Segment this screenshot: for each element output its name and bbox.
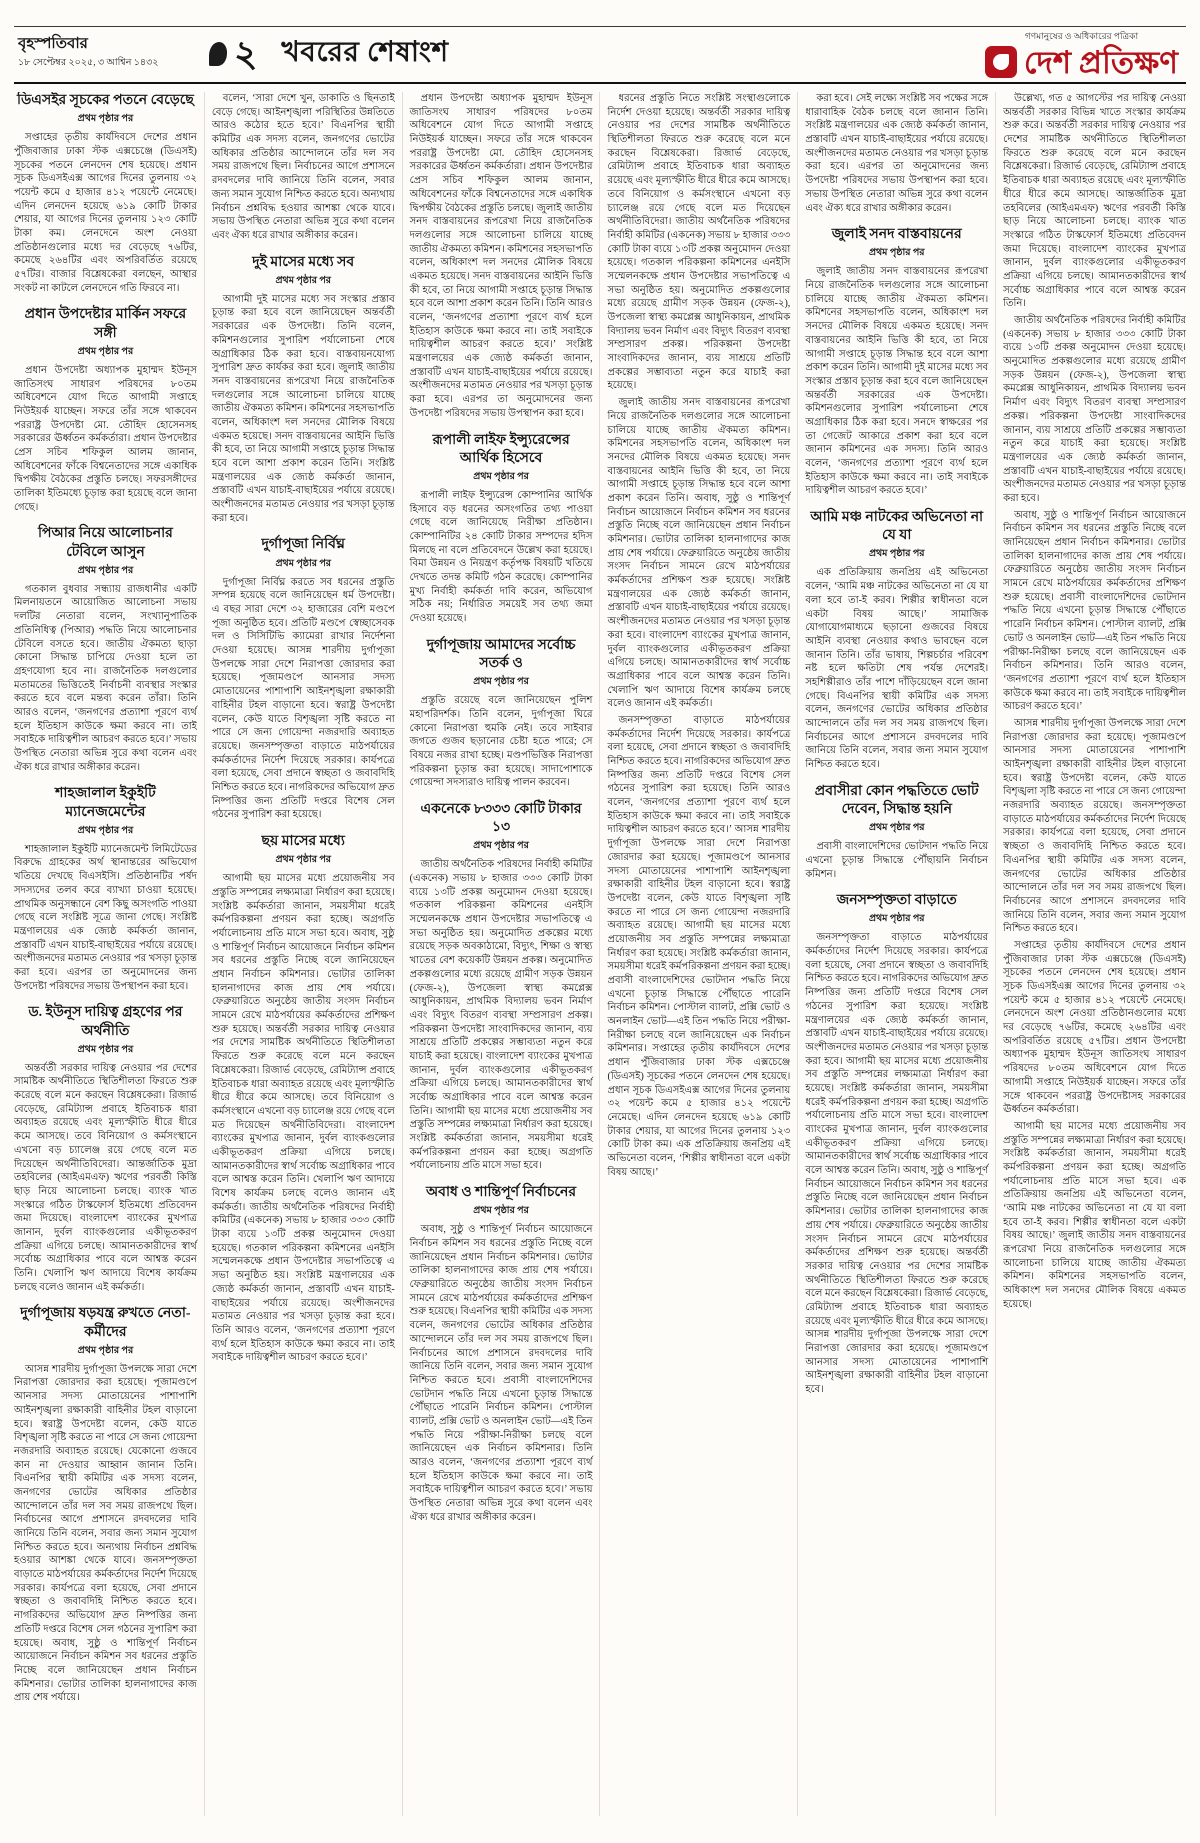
page-ornament-icon [209,42,227,66]
article-body: উল্লেখ্য, গত ৫ আগস্টের পর দায়িত্ব নেওয়া অন্তর্বর্তী সরকার বিভিন্ন খাতে সংস্কার কার্যক্রম শুরু করে। অন্তর্বর্তী সরকার দায়িত্ব নেওয়ার পর দেশের সামষ্টিক অর্থনীতিতে স্থিতিশীলতা ফিরতে শুরু করেছে বলে মনে করছেন বিশ্লেষকেরা। রিজার্ভ বেড়েছে, রেমিট্যান্স প্রবাহে ইতিবাচক ধারা অব্যাহত রয়েছে এবং মূল্যস্ফীতি ধীরে ধীরে কমে আসছে। আন্তর্জাতিক মুদ্রা তহবিলের (আইএমএফ) ঋণের পরবর্তী কিস্তি ছাড় নিয়ে আলোচনা চলছে। ব্যাংক খাত সংস্কারে গঠিত টাস্কফোর্স ইতিমধ্যে প্রতিবেদন জমা দিয়েছে। বাংলাদেশ ব্যাংকের মুখপাত্র জানান, দুর্বল ব্যাংকগুলোর একীভূতকরণ প্রক্রিয়া এগিয়ে চলছে। আমানতকারীদের স্বার্থ সর্বোচ্চ অগ্রাধিকার পাবে বলে আশ্বস্ত করেন তিনি। [1003,93,1186,310]
article-body: সপ্তাহের তৃতীয় কার্যদিবসে দেশের প্রধান পুঁজিবাজার ঢাকা স্টক এক্সচেঞ্জে (ডিএসই) সূচকের পতনে লেনদেন শেষ হয়েছে। প্রধান সূচক ডিএসইএক্স আগের দিনের তুলনায় ৩২ পয়েন্ট কমে ৫ হাজার ৪১২ পয়েন্টে নেমেছে। লেনদেনে অংশ নেওয়া প্রতিষ্ঠানগুলোর মধ্যে দর বেড়েছে ৭৬টির, কমেছে ২৬৪টির এবং অপরিবর্তিত রয়েছে ৫৭টির। প্রধান উপদেষ্টা অধ্যাপক মুহাম্মদ ইউনূস জাতিসংঘ সাধারণ পরিষদের ৮০তম অধিবেশনে যোগ দিতে আগামী সপ্তাহে নিউইয়র্ক যাচ্ছেন। সফরে তাঁর সঙ্গে থাকবেন পররাষ্ট্র উপদেষ্টাসহ সরকারের ঊর্ধ্বতন কর্মকর্তারা। [1003,939,1186,1116]
article-body: প্রস্তুতি রয়েছে বলে জানিয়েছেন পুলিশ মহাপরিদর্শক। তিনি বলেন, দুর্গাপূজা ঘিরে কোনো নিরাপত্তা হুমকি নেই। তবে সাইবার জগতে গুজব ছড়ানোর চেষ্টা হতে পারে; সে বিষয়ে নজর রাখা হচ্ছে। মণ্ডপভিত্তিক নিরাপত্তা পরিকল্পনা চূড়ান্ত করা হয়েছে। সাদাপোশাকে গোয়েন্দা সদস্যরাও দায়িত্ব পালন করবেন। [409,695,593,789]
page-number: ২ [234,33,258,74]
continued-from-label: প্রথম পৃষ্ঠার পর [77,114,134,125]
article-headline: পিআর নিয়ে আলোচনার টেবিলে আসুন [37,526,173,560]
article-headline: জুলাই সনদ বাস্তবায়নের [831,227,962,243]
article-headline: প্রধান উপদেষ্টার মার্কিন সফরে সঙ্গী [24,307,187,341]
article-headline: শাহজালাল ইকুইটি ম্যানেজমেন্টের [55,786,156,820]
article-body: অবাধ, সুষ্ঠু ও শান্তিপূর্ণ নির্বাচন আয়োজনে নির্বাচন কমিশন সব ধরনের প্রস্তুতি নিচ্ছে বলে জানিয়েছেন প্রধান নির্বাচন কমিশনার। ভোটার তালিকা হালনাগাদের কাজ প্রায় শেষ পর্যায়ে। ফেব্রুয়ারিতে অনুষ্ঠেয় জাতীয় সংসদ নির্বাচন সামনে রেখে মাঠপর্যায়ের কর্মকর্তাদের প্রশিক্ষণ শুরু হয়েছে। বিএনপির স্থায়ী কমিটির এক সদস্য বলেন, জনগণের ভোটের অধিকার প্রতিষ্ঠার আন্দোলনে তাঁর দল সব সময় রাজপথে ছিল। নির্বাচনের আগে প্রশাসনে রদবদলের দাবি জানিয়ে তিনি বলেন, সবার জন্য সমান সুযোগ নিশ্চিত করতে হবে। প্রবাসী বাংলাদেশিদের ভোটদান পদ্ধতি নিয়ে এখনো চূড়ান্ত সিদ্ধান্তে পৌঁছাতে পারেনি নির্বাচন কমিশন। পোস্টাল ব্যালট, প্রক্সি ভোট ও অনলাইন ভোট—এই তিন পদ্ধতি নিয়ে পরীক্ষা-নিরীক্ষা চলছে বলে জানিয়েছেন এক নির্বাচন কমিশনার। তিনি আরও বলেন, ‘জনগণের প্রত্যাশা পূরণে ব্যর্থ হলে ইতিহাস কাউকে ক্ষমা করবে না। তাই সবাইকে দায়িত্বশীল আচরণ করতে হবে।’ সভায় উপস্থিত নেতারা অভিন্ন সুরে কথা বলেন এবং ঐক্য ধরে রাখার অঙ্গীকার করেন। [409,1224,593,1523]
article-headline: দুর্গাপূজায় আমাদের সর্বোচ্চ সতর্ক ও [426,637,576,671]
article-headline: ছয় মাসের মধ্যে [261,834,345,849]
article-body: ধরনের প্রস্তুতি নিতে সংশ্লিষ্ট সংস্থাগুলোকে নির্দেশ দেওয়া হয়েছে। অন্তর্বর্তী সরকার দায়িত্ব নেওয়ার পর দেশের সামষ্টিক অর্থনীতিতে স্থিতিশীলতা ফিরতে শুরু করেছে বলে মনে করছেন বিশ্লেষকেরা। রিজার্ভ বেড়েছে, রেমিট্যান্স প্রবাহে ইতিবাচক ধারা অব্যাহত রয়েছে এবং মূল্যস্ফীতি ধীরে ধীরে কমে আসছে। তবে বিনিয়োগ ও কর্মসংস্থানে এখনো বড় চ্যালেঞ্জ রয়ে গেছে বলে মত দিয়েছেন অর্থনীতিবিদেরা। জাতীয় অর্থনৈতিক পরিষদের নির্বাহী কমিটির (একনেক) সভায় ৮ হাজার ৩৩৩ কোটি টাকা ব্যয়ে ১৩টি প্রকল্প অনুমোদন দেওয়া হয়েছে। গতকাল পরিকল্পনা কমিশনের এনইসি সম্মেলনকক্ষে প্রধান উপদেষ্টার সভাপতিত্বে এ সভা অনুষ্ঠিত হয়। অনুমোদিত প্রকল্পগুলোর মধ্যে রয়েছে গ্রামীণ সড়ক উন্নয়ন (ফেজ-২), উপজেলা স্বাস্থ্য কমপ্লেক্স আধুনিকায়ন, প্রাথমিক বিদ্যালয় ভবন নির্মাণ এবং বিদ্যুৎ বিতরণ ব্যবস্থা সম্প্রসারণ প্রকল্প। পরিকল্পনা উপদেষ্টা সাংবাদিকদের জানান, ব্যয় সাশ্রয়ে প্রতিটি প্রকল্পের সম্ভাব্যতা নতুন করে যাচাই করা হয়েছে। [607,93,791,392]
article-body: আসন্ন শারদীয় দুর্গাপূজা উপলক্ষে সারা দেশে নিরাপত্তা জোরদার করা হয়েছে। পূজামণ্ডপে আনসার সদস্য মোতায়েনের পাশাপাশি আইনশৃঙ্খলা রক্ষাকারী বাহিনীর টহল বাড়ানো হবে। স্বরাষ্ট্র উপদেষ্টা বলেন, কেউ যাতে বিশৃঙ্খলা সৃষ্টি করতে না পারে সে জন্য গোয়েন্দা নজরদারি অব্যাহত রয়েছে। যেকোনো গুজবে কান না দেওয়ার আহ্বান জানান তিনি। বিএনপির স্থায়ী কমিটির এক সদস্য বলেন, জনগণের ভোটের অধিকার প্রতিষ্ঠার আন্দোলনে তাঁর দল সব সময় রাজপথে ছিল। নির্বাচনের আগে প্রশাসনে রদবদলের দাবি জানিয়ে তিনি বলেন, সবার জন্য সমান সুযোগ নিশ্চিত করতে হবে। অন্যথায় নির্বাচন প্রশ্নবিদ্ধ হওয়ার আশঙ্কা থেকে যাবে। জনসম্পৃক্ততা বাড়াতে মাঠপর্যায়ের কর্মকর্তাদের নির্দেশ দিয়েছে সরকার। কার্যপত্রে বলা হয়েছে, সেবা প্রদানে স্বচ্ছতা ও জবাবদিহি নিশ্চিত করতে হবে। নাগরিকদের অভিযোগ দ্রুত নিষ্পত্তির জন্য প্রতিটি দপ্তরে বিশেষ সেল গঠনের সুপারিশ করা হয়েছে। অবাধ, সুষ্ঠু ও শান্তিপূর্ণ নির্বাচন আয়োজনে নির্বাচন কমিশন সব ধরনের প্রস্তুতি নিচ্ছে বলে জানিয়েছেন প্রধান নির্বাচন কমিশনার। ভোটার তালিকা হালনাগাদের কাজ প্রায় শেষ পর্যায়ে। [14,1363,197,1704]
continued-from-label: প্রথম পৃষ্ঠার পর [868,823,925,834]
article-headline: একনেকে ৮৩৩৩ কোটি টাকার ১৩ [420,801,582,836]
weekday-label: বৃহস্পতিবার [18,36,88,53]
article-headline: ডিএসইর সূচকের পতনে বেড়েছে [17,93,194,108]
article-body: জনসম্পৃক্ততা বাড়াতে মাঠপর্যায়ের কর্মকর্তাদের নির্দেশ দিয়েছে সরকার। কার্যপত্রে বলা হয়েছে, সেবা প্রদানে স্বচ্ছতা ও জবাবদিহি নিশ্চিত করতে হবে। নাগরিকদের অভিযোগ দ্রুত নিষ্পত্তির জন্য প্রতিটি দপ্তরে বিশেষ সেল গঠনের সুপারিশ করা হয়েছে। তিনি আরও বলেন, ‘জনগণের প্রত্যাশা পূরণে ব্যর্থ হলে ইতিহাস কাউকে ক্ষমা করবে না। তাই সবাইকে দায়িত্বশীল আচরণ করতে হবে।’ আসন্ন শারদীয় দুর্গাপূজা উপলক্ষে সারা দেশে নিরাপত্তা জোরদার করা হয়েছে। পূজামণ্ডপে আনসার সদস্য মোতায়েনের পাশাপাশি আইনশৃঙ্খলা রক্ষাকারী বাহিনীর টহল বাড়ানো হবে। স্বরাষ্ট্র উপদেষ্টা বলেন, কেউ যাতে বিশৃঙ্খলা সৃষ্টি করতে না পারে সে জন্য গোয়েন্দা নজরদারি অব্যাহত রয়েছে। আগামী ছয় মাসের মধ্যে প্রয়োজনীয় সব প্রস্তুতি সম্পন্নের লক্ষ্যমাত্রা নির্ধারণ করা হয়েছে। সংশ্লিষ্ট কর্মকর্তারা জানান, সময়সীমা ধরেই কর্মপরিকল্পনা প্রণয়ন করা হচ্ছে। প্রবাসী বাংলাদেশিদের ভোটদান পদ্ধতি নিয়ে এখনো চূড়ান্ত সিদ্ধান্তে পৌঁছাতে পারেনি নির্বাচন কমিশন। পোস্টাল ব্যালট, প্রক্সি ভোট ও অনলাইন ভোট—এই তিন পদ্ধতি নিয়ে পরীক্ষা-নিরীক্ষা চলছে বলে জানিয়েছেন এক নির্বাচন কমিশনার। সপ্তাহের তৃতীয় কার্যদিবসে দেশের প্রধান পুঁজিবাজার ঢাকা স্টক এক্সচেঞ্জে (ডিএসই) সূচকের পতনে লেনদেন শেষ হয়েছে। প্রধান সূচক ডিএসইএক্স আগের দিনের তুলনায় ৩২ পয়েন্ট কমে ৫ হাজার ৪১২ পয়েন্টে নেমেছে। এদিন লেনদেন হয়েছে ৬১৯ কোটি টাকার শেয়ার, যা আগের দিনের তুলনায় ১২৩ কোটি টাকা কম। এক প্রতিক্রিয়ায় জনপ্রিয় এই অভিনেতা বলেন, ‘শিল্পীর স্বাধীনতা বলে একটা বিষয় আছে।’ [607,714,791,1178]
continued-from-label: প্রথম পৃষ্ঠার পর [473,677,529,688]
masthead [14,26,1186,84]
paper-logo-row [985,46,1178,78]
article-body: অবাধ, সুষ্ঠু ও শান্তিপূর্ণ নির্বাচন আয়োজনে নির্বাচন কমিশন সব ধরনের প্রস্তুতি নিচ্ছে বলে জানিয়েছেন প্রধান নির্বাচন কমিশনার। ভোটার তালিকা হালনাগাদের কাজ প্রায় শেষ পর্যায়ে। ফেব্রুয়ারিতে অনুষ্ঠেয় জাতীয় সংসদ নির্বাচন সামনে রেখে মাঠপর্যায়ের কর্মকর্তাদের প্রশিক্ষণ শুরু হয়েছে। প্রবাসী বাংলাদেশিদের ভোটদান পদ্ধতি নিয়ে এখনো চূড়ান্ত সিদ্ধান্তে পৌঁছাতে পারেনি নির্বাচন কমিশন। পোস্টাল ব্যালট, প্রক্সি ভোট ও অনলাইন ভোট—এই তিন পদ্ধতি নিয়ে পরীক্ষা-নিরীক্ষা চলছে বলে জানিয়েছেন এক নির্বাচন কমিশনার। তিনি আরও বলেন, ‘জনগণের প্রত্যাশা পূরণে ব্যর্থ হলে ইতিহাস কাউকে ক্ষমা করবে না। তাই সবাইকে দায়িত্বশীল আচরণ করতে হবে।’ [1003,509,1186,713]
continued-from-label: প্রথম পৃষ্ঠার পর [77,825,134,836]
article-body: বলেন, ‘সারা দেশে খুন, ডাকাতি ও ছিনতাই বেড়ে গেছে। আইনশৃঙ্খলা পরিস্থিতির উন্নতিতে আরও কঠোর হতে হবে।’ বিএনপির স্থায়ী কমিটির এক সদস্য বলেন, জনগণের ভোটের অধিকার প্রতিষ্ঠার আন্দোলনে তাঁর দল সব সময় রাজপথে ছিল। নির্বাচনের আগে প্রশাসনে রদবদলের দাবি জানিয়ে তিনি বলেন, সবার জন্য সমান সুযোগ নিশ্চিত করতে হবে। অন্যথায় নির্বাচন প্রশ্নবিদ্ধ হওয়ার আশঙ্কা থেকে যাবে। সভায় উপস্থিত নেতারা অভিন্ন সুরে কথা বলেন এবং ঐক্য ধরে রাখার অঙ্গীকার করেন। [211,93,395,241]
date-block [18,36,193,71]
paper-tagline: গণমানুষের ও অধিকারের পত্রিকা [1024,31,1139,41]
article-headline: প্রবাসীরা কোন পদ্ধতিতে ভোট দেবেন, সিদ্ধান্ত হয়নি [814,783,979,817]
article-body: আগামী ছয় মাসের মধ্যে প্রয়োজনীয় সব প্রস্তুতি সম্পন্নের লক্ষ্যমাত্রা নির্ধারণ করা হয়েছে। সংশ্লিষ্ট কর্মকর্তারা জানান, সময়সীমা ধরেই কর্মপরিকল্পনা প্রণয়ন করা হচ্ছে। অগ্রগতি পর্যালোচনায় প্রতি মাসে সভা হবে। এক প্রতিক্রিয়ায় জনপ্রিয় এই অভিনেতা বলেন, ‘আমি মঞ্চ নাটকের অভিনেতা না যে যা বলা হবে তা-ই করব। শিল্পীর স্বাধীনতা বলে একটা বিষয় আছে।’ জুলাই জাতীয় সনদ বাস্তবায়নের রূপরেখা নিয়ে রাজনৈতিক দলগুলোর সঙ্গে আলোচনা চালিয়ে যাচ্ছে জাতীয় ঐকমত্য কমিশন। কমিশনের সহসভাপতি বলেন, অধিকাংশ দল সনদের মৌলিক বিষয়ে একমত হয়েছে। [1003,1120,1186,1310]
article-body: আগামী দুই মাসের মধ্যে সব সংস্কার প্রস্তাব চূড়ান্ত করা হবে বলে জানিয়েছেন অন্তর্বর্তী সরকারের এক উপদেষ্টা। তিনি বলেন, কমিশনগুলোর সুপারিশ পর্যালোচনা শেষে অগ্রাধিকার ঠিক করা হবে। বাস্তবায়নযোগ্য সুপারিশ দ্রুত কার্যকর করা হবে। জুলাই জাতীয় সনদ বাস্তবায়নের রূপরেখা নিয়ে রাজনৈতিক দলগুলোর সঙ্গে আলোচনা চালিয়ে যাচ্ছে জাতীয় ঐকমত্য কমিশন। কমিশনের সহসভাপতি বলেন, অধিকাংশ দল সনদের মৌলিক বিষয়ে একমত হয়েছে। সনদ বাস্তবায়নের আইনি ভিত্তি কী হবে, তা নিয়ে আগামী সপ্তাহে চূড়ান্ত সিদ্ধান্ত হবে বলে আশা প্রকাশ করেন তিনি। সংশ্লিষ্ট মন্ত্রণালয়ের এক জ্যেষ্ঠ কর্মকর্তা জানান, প্রস্তাবটি এখন যাচাই-বাছাইয়ের পর্যায়ে রয়েছে। অংশীজনদের মতামত নেওয়ার পর খসড়া চূড়ান্ত করা হবে। [211,293,395,524]
article-headline: অবাধ ও শান্তিপূর্ণ নির্বাচনের [426,1185,577,1201]
article-body: আসন্ন শারদীয় দুর্গাপূজা উপলক্ষে সারা দেশে নিরাপত্তা জোরদার করা হয়েছে। পূজামণ্ডপে আনসার সদস্য মোতায়েনের পাশাপাশি আইনশৃঙ্খলা রক্ষাকারী বাহিনীর টহল বাড়ানো হবে। স্বরাষ্ট্র উপদেষ্টা বলেন, কেউ যাতে বিশৃঙ্খলা সৃষ্টি করতে না পারে সে জন্য গোয়েন্দা নজরদারি অব্যাহত রয়েছে। জনসম্পৃক্ততা বাড়াতে মাঠপর্যায়ের কর্মকর্তাদের নির্দেশ দিয়েছে সরকার। কার্যপত্রে বলা হয়েছে, সেবা প্রদানে স্বচ্ছতা ও জবাবদিহি নিশ্চিত করতে হবে। বিএনপির স্থায়ী কমিটির এক সদস্য বলেন, জনগণের ভোটের অধিকার প্রতিষ্ঠার আন্দোলনে তাঁর দল সব সময় রাজপথে ছিল। নির্বাচনের আগে প্রশাসনে রদবদলের দাবি জানিয়ে তিনি বলেন, সবার জন্য সমান সুযোগ নিশ্চিত করতে হবে। [1003,717,1186,935]
continued-from-label: প্রথম পৃষ্ঠার পর [868,549,925,560]
article-body: করা হবে। সেই লক্ষ্যে সংশ্লিষ্ট সব পক্ষের সঙ্গে ধারাবাহিক বৈঠক চলছে বলে জানান তিনি। সংশ্লিষ্ট মন্ত্রণালয়ের এক জ্যেষ্ঠ কর্মকর্তা জানান, প্রস্তাবটি এখন যাচাই-বাছাইয়ের পর্যায়ে রয়েছে। অংশীজনদের মতামত নেওয়ার পর খসড়া চূড়ান্ত করা হবে। এরপর তা অনুমোদনের জন্য উপদেষ্টা পরিষদের সভায় উপস্থাপন করা হবে। সভায় উপস্থিত নেতারা অভিন্ন সুরে কথা বলেন এবং ঐক্য ধরে রাখার অঙ্গীকার করেন। [805,93,989,214]
columns [14,92,1186,1816]
continued-from-label: প্রথম পৃষ্ঠার পর [77,346,134,357]
page-number-block [209,33,258,74]
article-headline: আমি মঞ্চ নাটকের অভিনেতা না যে যা [810,510,984,544]
article-body: রূপালী লাইফ ইন্স্যুরেন্স কোম্পানির আর্থিক হিসাবে বড় ধরনের অসংগতির তথ্য পাওয়া গেছে বলে জানিয়েছে নিরীক্ষা প্রতিষ্ঠান। কোম্পানিটির ২৪ কোটি টাকার সম্পদের হদিস মিলছে না বলে প্রতিবেদনে উল্লেখ করা হয়েছে। বিমা উন্নয়ন ও নিয়ন্ত্রণ কর্তৃপক্ষ বিষয়টি খতিয়ে দেখতে তদন্ত কমিটি গঠন করেছে। কোম্পানির মুখ্য নির্বাহী কর্মকর্তা দাবি করেন, অভিযোগ সঠিক নয়; নির্ধারিত সময়েই সব তথ্য জমা দেওয়া হয়েছে। [409,489,593,625]
article-body: প্রধান উপদেষ্টা অধ্যাপক মুহাম্মদ ইউনূস জাতিসংঘ সাধারণ পরিষদের ৮০তম অধিবেশনে যোগ দিতে আগামী সপ্তাহে নিউইয়র্ক যাচ্ছেন। সফরে তাঁর সঙ্গে থাকবেন পররাষ্ট্র উপদেষ্টা মো. তৌহিদ হোসেনসহ সরকারের ঊর্ধ্বতন কর্মকর্তারা। প্রধান উপদেষ্টার প্রেস সচিব শফিকুল আলম জানান, অধিবেশনের ফাঁকে বিশ্বনেতাদের সঙ্গে একাধিক দ্বিপক্ষীয় বৈঠকের প্রস্তুতি চলছে। জুলাই জাতীয় সনদ বাস্তবায়নের রূপরেখা নিয়ে রাজনৈতিক দলগুলোর সঙ্গে আলোচনা চালিয়ে যাচ্ছে জাতীয় ঐকমত্য কমিশন। কমিশনের সহসভাপতি বলেন, অধিকাংশ দল সনদের মৌলিক বিষয়ে একমত হয়েছে। সনদ বাস্তবায়নের আইনি ভিত্তি কী হবে, তা নিয়ে আগামী সপ্তাহে চূড়ান্ত সিদ্ধান্ত হবে বলে আশা প্রকাশ করেন তিনি। তিনি আরও বলেন, ‘জনগণের প্রত্যাশা পূরণে ব্যর্থ হলে ইতিহাস কাউকে ক্ষমা করবে না। তাই সবাইকে দায়িত্বশীল আচরণ করতে হবে।’ সংশ্লিষ্ট মন্ত্রণালয়ের এক জ্যেষ্ঠ কর্মকর্তা জানান, প্রস্তাবটি এখন যাচাই-বাছাইয়ের পর্যায়ে রয়েছে। অংশীজনদের মতামত নেওয়ার পর খসড়া চূড়ান্ত করা হবে। এরপর তা অনুমোদনের জন্য উপদেষ্টা পরিষদের সভায় উপস্থাপন করা হবে। [409,93,593,419]
article-headline: জনসম্পৃক্ততা বাড়াতে [836,893,957,909]
continued-from-label: প্রথম পৃষ্ঠার পর [275,855,332,866]
article-headline: দুর্গাপূজা নির্বিঘ্ন [261,537,345,553]
article-body: জনসম্পৃক্ততা বাড়াতে মাঠপর্যায়ের কর্মকর্তাদের নির্দেশ দিয়েছে সরকার। কার্যপত্রে বলা হয়েছে, সেবা প্রদানে স্বচ্ছতা ও জবাবদিহি নিশ্চিত করতে হবে। নাগরিকদের অভিযোগ দ্রুত নিষ্পত্তির জন্য প্রতিটি দপ্তরে বিশেষ সেল গঠনের সুপারিশ করা হয়েছে। সংশ্লিষ্ট মন্ত্রণালয়ের এক জ্যেষ্ঠ কর্মকর্তা জানান, প্রস্তাবটি এখন যাচাই-বাছাইয়ের পর্যায়ে রয়েছে। অংশীজনদের মতামত নেওয়ার পর খসড়া চূড়ান্ত করা হবে। আগামী ছয় মাসের মধ্যে প্রয়োজনীয় সব প্রস্তুতি সম্পন্নের লক্ষ্যমাত্রা নির্ধারণ করা হয়েছে। সংশ্লিষ্ট কর্মকর্তারা জানান, সময়সীমা ধরেই কর্মপরিকল্পনা প্রণয়ন করা হচ্ছে। অগ্রগতি পর্যালোচনায় প্রতি মাসে সভা হবে। বাংলাদেশ ব্যাংকের মুখপাত্র জানান, দুর্বল ব্যাংকগুলোর একীভূতকরণ প্রক্রিয়া এগিয়ে চলছে। আমানতকারীদের স্বার্থ সর্বোচ্চ অগ্রাধিকার পাবে বলে আশ্বস্ত করেন তিনি। অবাধ, সুষ্ঠু ও শান্তিপূর্ণ নির্বাচন আয়োজনে নির্বাচন কমিশন সব ধরনের প্রস্তুতি নিচ্ছে বলে জানিয়েছেন প্রধান নির্বাচন কমিশনার। ভোটার তালিকা হালনাগাদের কাজ প্রায় শেষ পর্যায়ে। ফেব্রুয়ারিতে অনুষ্ঠেয় জাতীয় সংসদ নির্বাচন সামনে রেখে মাঠপর্যায়ের কর্মকর্তাদের প্রশিক্ষণ শুরু হয়েছে। অন্তর্বর্তী সরকার দায়িত্ব নেওয়ার পর দেশের সামষ্টিক অর্থনীতিতে স্থিতিশীলতা ফিরতে শুরু করেছে বলে মনে করছেন বিশ্লেষকেরা। রিজার্ভ বেড়েছে, রেমিট্যান্স প্রবাহে ইতিবাচক ধারা অব্যাহত রয়েছে এবং মূল্যস্ফীতি ধীরে ধীরে কমে আসছে। আসন্ন শারদীয় দুর্গাপূজা উপলক্ষে সারা দেশে নিরাপত্তা জোরদার করা হয়েছে। পূজামণ্ডপে আনসার সদস্য মোতায়েনের পাশাপাশি আইনশৃঙ্খলা রক্ষাকারী বাহিনীর টহল বাড়ানো হবে। [805,932,989,1396]
article-body: জাতীয় অর্থনৈতিক পরিষদের নির্বাহী কমিটির (একনেক) সভায় ৮ হাজার ৩৩৩ কোটি টাকা ব্যয়ে ১৩টি প্রকল্প অনুমোদন দেওয়া হয়েছে। অনুমোদিত প্রকল্পগুলোর মধ্যে রয়েছে গ্রামীণ সড়ক উন্নয়ন (ফেজ-২), উপজেলা স্বাস্থ্য কমপ্লেক্স আধুনিকায়ন, প্রাথমিক বিদ্যালয় ভবন নির্মাণ এবং বিদ্যুৎ বিতরণ ব্যবস্থা সম্প্রসারণ প্রকল্প। পরিকল্পনা উপদেষ্টা সাংবাদিকদের জানান, ব্যয় সাশ্রয়ে প্রতিটি প্রকল্পের সম্ভাব্যতা নতুন করে যাচাই করা হয়েছে। সংশ্লিষ্ট মন্ত্রণালয়ের এক জ্যেষ্ঠ কর্মকর্তা জানান, প্রস্তাবটি এখন যাচাই-বাছাইয়ের পর্যায়ে রয়েছে। অংশীজনদের মতামত নেওয়ার পর খসড়া চূড়ান্ত করা হবে। [1003,315,1186,504]
continued-from-label: প্রথম পৃষ্ঠার পর [77,565,134,576]
column-2 [204,92,402,1816]
article-body: আগামী ছয় মাসের মধ্যে প্রয়োজনীয় সব প্রস্তুতি সম্পন্নের লক্ষ্যমাত্রা নির্ধারণ করা হয়েছে। সংশ্লিষ্ট কর্মকর্তারা জানান, সময়সীমা ধরেই কর্মপরিকল্পনা প্রণয়ন করা হচ্ছে। অগ্রগতি পর্যালোচনায় প্রতি মাসে সভা হবে। অবাধ, সুষ্ঠু ও শান্তিপূর্ণ নির্বাচন আয়োজনে নির্বাচন কমিশন সব ধরনের প্রস্তুতি নিচ্ছে বলে জানিয়েছেন প্রধান নির্বাচন কমিশনার। ভোটার তালিকা হালনাগাদের কাজ প্রায় শেষ পর্যায়ে। ফেব্রুয়ারিতে অনুষ্ঠেয় জাতীয় সংসদ নির্বাচন সামনে রেখে মাঠপর্যায়ের কর্মকর্তাদের প্রশিক্ষণ শুরু হয়েছে। অন্তর্বর্তী সরকার দায়িত্ব নেওয়ার পর দেশের সামষ্টিক অর্থনীতিতে স্থিতিশীলতা ফিরতে শুরু করেছে বলে মনে করছেন বিশ্লেষকেরা। রিজার্ভ বেড়েছে, রেমিট্যান্স প্রবাহে ইতিবাচক ধারা অব্যাহত রয়েছে এবং মূল্যস্ফীতি ধীরে ধীরে কমে আসছে। তবে বিনিয়োগ ও কর্মসংস্থানে এখনো বড় চ্যালেঞ্জ রয়ে গেছে বলে মত দিয়েছেন অর্থনীতিবিদেরা। বাংলাদেশ ব্যাংকের মুখপাত্র জানান, দুর্বল ব্যাংকগুলোর একীভূতকরণ প্রক্রিয়া এগিয়ে চলছে। আমানতকারীদের স্বার্থ সর্বোচ্চ অগ্রাধিকার পাবে বলে আশ্বস্ত করেন তিনি। খেলাপি ঋণ আদায়ে বিশেষ কার্যক্রম চলছে বলেও জানান এই কর্মকর্তা। জাতীয় অর্থনৈতিক পরিষদের নির্বাহী কমিটির (একনেক) সভায় ৮ হাজার ৩৩৩ কোটি টাকা ব্যয়ে ১৩টি প্রকল্প অনুমোদন দেওয়া হয়েছে। গতকাল পরিকল্পনা কমিশনের এনইসি সম্মেলনকক্ষে প্রধান উপদেষ্টার সভাপতিত্বে এ সভা অনুষ্ঠিত হয়। সংশ্লিষ্ট মন্ত্রণালয়ের এক জ্যেষ্ঠ কর্মকর্তা জানান, প্রস্তাবটি এখন যাচাই-বাছাইয়ের পর্যায়ে রয়েছে। অংশীজনদের মতামত নেওয়ার পর খসড়া চূড়ান্ত করা হবে। তিনি আরও বলেন, ‘জনগণের প্রত্যাশা পূরণে ব্যর্থ হলে ইতিহাস কাউকে ক্ষমা করবে না। তাই সবাইকে দায়িত্বশীল আচরণ করতে হবে।’ [211,873,395,1364]
continued-from-label: প্রথম পৃষ্ঠার পর [275,558,332,569]
continued-from-label: প্রথম পৃষ্ঠার পর [77,1044,134,1055]
section-title: খবরের শেষাংশ [281,37,449,68]
date-line: ১৮ সেপ্টেম্বর ২০২৫, ৩ আশ্বিন ১৪৩২ [18,57,159,68]
column-1 [14,92,204,1816]
article-body: এক প্রতিক্রিয়ায় জনপ্রিয় এই অভিনেতা বলেন, ‘আমি মঞ্চ নাটকের অভিনেতা না যে যা বলা হবে তা-ই করব। শিল্পীর স্বাধীনতা বলে একটা বিষয় আছে।’ সামাজিক যোগাযোগমাধ্যমে ছড়ানো গুজবের বিষয়ে আইনি ব্যবস্থা নেওয়ার কথাও ভাবছেন বলে জানান তিনি। তাঁর ভাষায়, শিল্পচর্চার পরিবেশ নষ্ট হলে ক্ষতিটা শেষ পর্যন্ত দেশেরই। সহশিল্পীরাও তাঁর পাশে দাঁড়িয়েছেন বলে জানা গেছে। বিএনপির স্থায়ী কমিটির এক সদস্য বলেন, জনগণের ভোটের অধিকার প্রতিষ্ঠার আন্দোলনে তাঁর দল সব সময় রাজপথে ছিল। নির্বাচনের আগে প্রশাসনে রদবদলের দাবি জানিয়ে তিনি বলেন, সবার জন্য সমান সুযোগ নিশ্চিত করতে হবে। [805,567,989,771]
article-body: জাতীয় অর্থনৈতিক পরিষদের নির্বাহী কমিটির (একনেক) সভায় ৮ হাজার ৩৩৩ কোটি টাকা ব্যয়ে ১৩টি প্রকল্প অনুমোদন দেওয়া হয়েছে। গতকাল পরিকল্পনা কমিশনের এনইসি সম্মেলনকক্ষে প্রধান উপদেষ্টার সভাপতিত্বে এ সভা অনুষ্ঠিত হয়। অনুমোদিত প্রকল্পের মধ্যে রয়েছে সড়ক অবকাঠামো, বিদ্যুৎ, শিক্ষা ও স্বাস্থ্য খাতের বেশ কয়েকটি উন্নয়ন প্রকল্প। অনুমোদিত প্রকল্পগুলোর মধ্যে রয়েছে গ্রামীণ সড়ক উন্নয়ন (ফেজ-২), উপজেলা স্বাস্থ্য কমপ্লেক্স আধুনিকায়ন, প্রাথমিক বিদ্যালয় ভবন নির্মাণ এবং বিদ্যুৎ বিতরণ ব্যবস্থা সম্প্রসারণ প্রকল্প। পরিকল্পনা উপদেষ্টা সাংবাদিকদের জানান, ব্যয় সাশ্রয়ে প্রতিটি প্রকল্পের সম্ভাব্যতা নতুন করে যাচাই করা হয়েছে। বাংলাদেশ ব্যাংকের মুখপাত্র জানান, দুর্বল ব্যাংকগুলোর একীভূতকরণ প্রক্রিয়া এগিয়ে চলছে। আমানতকারীদের স্বার্থ সর্বোচ্চ অগ্রাধিকার পাবে বলে আশ্বস্ত করেন তিনি। আগামী ছয় মাসের মধ্যে প্রয়োজনীয় সব প্রস্তুতি সম্পন্নের লক্ষ্যমাত্রা নির্ধারণ করা হয়েছে। সংশ্লিষ্ট কর্মকর্তারা জানান, সময়সীমা ধরেই কর্মপরিকল্পনা প্রণয়ন করা হচ্ছে। অগ্রগতি পর্যালোচনায় প্রতি মাসে সভা হবে। [409,859,593,1172]
article-body: প্রধান উপদেষ্টা অধ্যাপক মুহাম্মদ ইউনূস জাতিসংঘ সাধারণ পরিষদের ৮০তম অধিবেশনে যোগ দিতে আগামী সপ্তাহে নিউইয়র্ক যাচ্ছেন। সফরে তাঁর সঙ্গে থাকবেন পররাষ্ট্র উপদেষ্টা মো. তৌহিদ হোসেনসহ সরকারের ঊর্ধ্বতন কর্মকর্তারা। প্রধান উপদেষ্টার প্রেস সচিব শফিকুল আলম জানান, অধিবেশনের ফাঁকে বিশ্বনেতাদের সঙ্গে একাধিক দ্বিপক্ষীয় বৈঠকের প্রস্তুতি চলছে। সফরসঙ্গীদের তালিকা ইতিমধ্যে চূড়ান্ত করা হয়েছে বলে জানা গেছে। [14,364,197,513]
continued-from-label: প্রথম পৃষ্ঠার পর [275,275,332,286]
article-headline: দুর্গাপূজায় ষড়যন্ত্র রুখতে নেতা-কর্মীদের [20,1306,191,1340]
continued-from-label: প্রথম পৃষ্ঠার পর [868,914,925,925]
continued-from-label: প্রথম পৃষ্ঠার পর [868,248,925,259]
article-body: জুলাই জাতীয় সনদ বাস্তবায়নের রূপরেখা নিয়ে রাজনৈতিক দলগুলোর সঙ্গে আলোচনা চালিয়ে যাচ্ছে জাতীয় ঐকমত্য কমিশন। কমিশনের সহসভাপতি বলেন, অধিকাংশ দল সনদের মৌলিক বিষয়ে একমত হয়েছে। সনদ বাস্তবায়নের আইনি ভিত্তি কী হবে, তা নিয়ে আগামী সপ্তাহে চূড়ান্ত সিদ্ধান্ত হবে বলে আশা প্রকাশ করেন তিনি। আগামী দুই মাসের মধ্যে সব সংস্কার প্রস্তাব চূড়ান্ত করা হবে বলে জানিয়েছেন অন্তর্বর্তী সরকারের এক উপদেষ্টা। কমিশনগুলোর সুপারিশ পর্যালোচনা শেষে অগ্রাধিকার ঠিক করা হবে। সনদে স্বাক্ষরের পর তা গেজেট আকারে প্রকাশ করা হবে বলে জানান কমিশনের এক সদস্য। তিনি আরও বলেন, ‘জনগণের প্রত্যাশা পূরণে ব্যর্থ হলে ইতিহাস কাউকে ক্ষমা করবে না। তাই সবাইকে দায়িত্বশীল আচরণ করতে হবে।’ [805,266,989,497]
article-body: শাহজালাল ইকুইটি ম্যানেজমেন্ট লিমিটেডের বিরুদ্ধে গ্রাহকের অর্থ স্থানান্তরের অভিযোগ খতিয়ে দেখছে বিএসইসি। প্রতিষ্ঠানটির পর্ষদ সদস্যদের তলব করে ব্যাখ্যা চাওয়া হয়েছে। প্রাথমিক অনুসন্ধানে বেশ কিছু অসংগতি পাওয়া গেছে বলে সংশ্লিষ্ট সূত্রে জানা গেছে। সংশ্লিষ্ট মন্ত্রণালয়ের এক জ্যেষ্ঠ কর্মকর্তা জানান, প্রস্তাবটি এখন যাচাই-বাছাইয়ের পর্যায়ে রয়েছে। অংশীজনদের মতামত নেওয়ার পর খসড়া চূড়ান্ত করা হবে। এরপর তা অনুমোদনের জন্য উপদেষ্টা পরিষদের সভায় উপস্থাপন করা হবে। [14,843,197,992]
article-body: গতকাল বুধবার সন্ধ্যায় রাজধানীর একটি মিলনায়তনে আয়োজিত আলোচনা সভায় দলটির নেতারা বলেন, সংখ্যানুপাতিক প্রতিনিধিত্ব (পিআর) পদ্ধতি নিয়ে আলোচনার টেবিলে বসতে হবে। জাতীয় ঐকমত্য ছাড়া কোনো সিদ্ধান্ত চাপিয়ে দেওয়া হলে তা গ্রহণযোগ্য হবে না। রাজনৈতিক দলগুলোর মতামতের ভিত্তিতেই নির্বাচনী ব্যবস্থার সংস্কার করতে হবে বলে মন্তব্য করেন তাঁরা। তিনি আরও বলেন, ‘জনগণের প্রত্যাশা পূরণে ব্যর্থ হলে ইতিহাস কাউকে ক্ষমা করবে না। তাই সবাইকে দায়িত্বশীল আচরণ করতে হবে।’ সভায় উপস্থিত নেতারা অভিন্ন সুরে কথা বলেন এবং ঐক্য ধরে রাখার অঙ্গীকার করেন। [14,583,197,773]
article-headline: রূপালী লাইফ ইন্স্যুরেন্সের আর্থিক হিসেবে [432,432,570,466]
paper-emblem-icon [985,46,1017,78]
article-body: দুর্গাপূজা নির্বিঘ্ন করতে সব ধরনের প্রস্তুতি সম্পন্ন হয়েছে বলে জানিয়েছেন ধর্ম উপদেষ্টা। এ বছর সারা দেশে ৩২ হাজারের বেশি মণ্ডপে পূজা অনুষ্ঠিত হবে। প্রতিটি মণ্ডপে স্বেচ্ছাসেবক দল ও সিসিটিভি ক্যামেরা রাখার নির্দেশনা দেওয়া হয়েছে। আসন্ন শারদীয় দুর্গাপূজা উপলক্ষে সারা দেশে নিরাপত্তা জোরদার করা হয়েছে। পূজামণ্ডপে আনসার সদস্য মোতায়েনের পাশাপাশি আইনশৃঙ্খলা রক্ষাকারী বাহিনীর টহল বাড়ানো হবে। স্বরাষ্ট্র উপদেষ্টা বলেন, কেউ যাতে বিশৃঙ্খলা সৃষ্টি করতে না পারে সে জন্য গোয়েন্দা নজরদারি অব্যাহত রয়েছে। জনসম্পৃক্ততা বাড়াতে মাঠপর্যায়ের কর্মকর্তাদের নির্দেশ দিয়েছে সরকার। কার্যপত্রে বলা হয়েছে, সেবা প্রদানে স্বচ্ছতা ও জবাবদিহি নিশ্চিত করতে হবে। নাগরিকদের অভিযোগ দ্রুত নিষ্পত্তির জন্য প্রতিটি দপ্তরে বিশেষ সেল গঠনের সুপারিশ করা হয়েছে। [211,576,395,821]
paper-logo [985,29,1182,78]
column-5 [797,92,995,1816]
article-body: সপ্তাহের তৃতীয় কার্যদিবসে দেশের প্রধান পুঁজিবাজার ঢাকা স্টক এক্সচেঞ্জে (ডিএসই) সূচকের পতনে লেনদেন শেষ হয়েছে। প্রধান সূচক ডিএসইএক্স আগের দিনের তুলনায় ৩২ পয়েন্ট কমে ৫ হাজার ৪১২ পয়েন্টে নেমেছে। এদিন লেনদেন হয়েছে ৬১৯ কোটি টাকার শেয়ার, যা আগের দিনের তুলনায় ১২৩ কোটি টাকা কম। লেনদেনে অংশ নেওয়া প্রতিষ্ঠানগুলোর মধ্যে দর বেড়েছে ৭৬টির, কমেছে ২৬৪টির এবং অপরিবর্তিত রয়েছে ৫৭টির। বাজার বিশ্লেষকেরা বলছেন, আস্থার সংকট না কাটলে লেনদেনে গতি ফিরবে না। [14,132,197,294]
column-6 [995,92,1186,1816]
article-body: প্রবাসী বাংলাদেশিদের ভোটদান পদ্ধতি নিয়ে এখনো চূড়ান্ত সিদ্ধান্তে পৌঁছায়নি নির্বাচন কমিশন। [805,841,989,880]
paper-name: দেশ প্রতিক্ষণ [1023,44,1178,80]
article-headline: ড. ইউনূস দায়িত্ব গ্রহণের পর অর্থনীতি [28,1005,183,1039]
continued-from-label: প্রথম পৃষ্ঠার পর [473,1206,529,1217]
continued-from-label: প্রথম পৃষ্ঠার পর [473,841,529,852]
column-3 [402,92,600,1816]
article-headline: দুই মাসের মধ্যে সব [252,254,355,270]
continued-from-label: প্রথম পৃষ্ঠার পর [77,1345,134,1356]
article-body: অন্তর্বর্তী সরকার দায়িত্ব নেওয়ার পর দেশের সামষ্টিক অর্থনীতিতে স্থিতিশীলতা ফিরতে শুরু করেছে বলে মনে করছেন বিশ্লেষকেরা। রিজার্ভ বেড়েছে, রেমিট্যান্স প্রবাহে ইতিবাচক ধারা অব্যাহত রয়েছে এবং মূল্যস্ফীতি ধীরে ধীরে কমে আসছে। তবে বিনিয়োগ ও কর্মসংস্থানে এখনো বড় চ্যালেঞ্জ রয়ে গেছে বলে মত দিয়েছেন অর্থনীতিবিদেরা। আন্তর্জাতিক মুদ্রা তহবিলের (আইএমএফ) ঋণের পরবর্তী কিস্তি ছাড় নিয়ে আলোচনা চলছে। ব্যাংক খাত সংস্কারে গঠিত টাস্কফোর্স ইতিমধ্যে প্রতিবেদন জমা দিয়েছে। বাংলাদেশ ব্যাংকের মুখপাত্র জানান, দুর্বল ব্যাংকগুলোর একীভূতকরণ প্রক্রিয়া এগিয়ে চলছে। আমানতকারীদের স্বার্থ সর্বোচ্চ অগ্রাধিকার পাবে বলে আশ্বস্ত করেন তিনি। খেলাপি ঋণ আদায়ে বিশেষ কার্যক্রম চলছে বলেও জানান এই কর্মকর্তা। [14,1062,197,1293]
column-4 [599,92,797,1816]
continued-from-label: প্রথম পৃষ্ঠার পর [473,471,529,482]
article-body: জুলাই জাতীয় সনদ বাস্তবায়নের রূপরেখা নিয়ে রাজনৈতিক দলগুলোর সঙ্গে আলোচনা চালিয়ে যাচ্ছে জাতীয় ঐকমত্য কমিশন। কমিশনের সহসভাপতি বলেন, অধিকাংশ দল সনদের মৌলিক বিষয়ে একমত হয়েছে। সনদ বাস্তবায়নের আইনি ভিত্তি কী হবে, তা নিয়ে আগামী সপ্তাহে চূড়ান্ত সিদ্ধান্ত হবে বলে আশা প্রকাশ করেন তিনি। অবাধ, সুষ্ঠু ও শান্তিপূর্ণ নির্বাচন আয়োজনে নির্বাচন কমিশন সব ধরনের প্রস্তুতি নিচ্ছে বলে জানিয়েছেন প্রধান নির্বাচন কমিশনার। ভোটার তালিকা হালনাগাদের কাজ প্রায় শেষ পর্যায়ে। ফেব্রুয়ারিতে অনুষ্ঠেয় জাতীয় সংসদ নির্বাচন সামনে রেখে মাঠপর্যায়ের কর্মকর্তাদের প্রশিক্ষণ শুরু হয়েছে। সংশ্লিষ্ট মন্ত্রণালয়ের এক জ্যেষ্ঠ কর্মকর্তা জানান, প্রস্তাবটি এখন যাচাই-বাছাইয়ের পর্যায়ে রয়েছে। অংশীজনদের মতামত নেওয়ার পর খসড়া চূড়ান্ত করা হবে। বাংলাদেশ ব্যাংকের মুখপাত্র জানান, দুর্বল ব্যাংকগুলোর একীভূতকরণ প্রক্রিয়া এগিয়ে চলছে। আমানতকারীদের স্বার্থ সর্বোচ্চ অগ্রাধিকার পাবে বলে আশ্বস্ত করেন তিনি। খেলাপি ঋণ আদায়ে বিশেষ কার্যক্রম চলছে বলেও জানান এই কর্মকর্তা। [607,397,791,710]
